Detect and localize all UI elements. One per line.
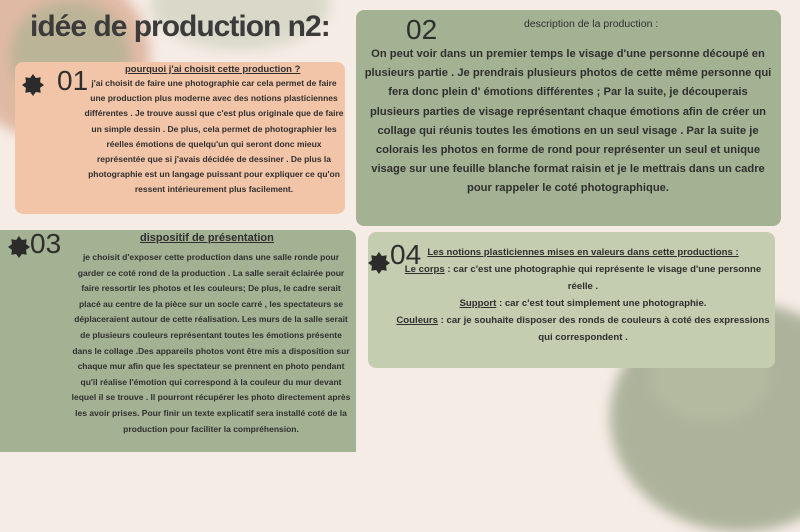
notion-text-couleurs: : car je souhaite disposer des ronds de couleurs à coté des expressions qui correspondent .: [437, 315, 770, 343]
section-heading: Les notions plasticiennes mises en valeurs dans cette productions :: [427, 247, 739, 258]
section-number: 01: [57, 65, 89, 96]
section-text: je choisit d'exposer cette production dans une salle ronde pour garder ce coté rond de la production . La salle serait éclairée pour faire ressortir les photos et les couleurs; De plus, le cadre serait placé au centre de la pièce sur un socle carré , les spectateurs se déplaceraient autour de cette réalisation. Les murs de la salle serait de plusieurs couleurs représentant toutes les émotions présente dans le collage .Des appareils photos vont être mis a disposition sur chaque mur afin que les spectateur se prennent en photo pendant qu'il réalise l'émotion qui correspond à la couleur du mur devant lequel il se trouve . Il pourront récupérer les photo directement après les avoir prises. Pour finir un texte explicatif sera installé coté de la production pour faciliter la compréhension.: [71, 252, 351, 434]
page-title: idée de production n2:: [30, 10, 330, 43]
notion-text-support: : car c'est tout simplement une photographie.: [496, 298, 707, 309]
flower-bullet-icon: [8, 236, 30, 258]
flower-bullet-icon: [22, 74, 44, 96]
section-heading: dispositif de présentation: [140, 232, 274, 244]
section-number: 04: [390, 239, 422, 270]
section-text: [393, 244, 773, 346]
section-text: j'ai choisit de faire une photographie car cela permet de faire une production plus moderne avec des notions plasticiennes différentes . Je trouve aussi que c'est plus originale que de faire un simple dessin . De plus, cela permet de photographier les réelles émotions de quelqu'un qui seront donc mieux représentée que si j'avais décidée de dessiner . De plus la photographie est un langage puissant pour expliquer ce qu'on ressent intérieurement plus facilement.: [84, 78, 344, 195]
section-why: [15, 62, 345, 214]
notion-label-support: Support: [459, 298, 497, 309]
notion-label-corps: Le corps: [404, 264, 445, 275]
section-presentation: [0, 230, 356, 452]
section-text: On peut voir dans un premier temps le visage d'une personne découpé en plusieurs partie . Je prendrais plusieurs photos de cette même personne qui fera donc plein d' émotions différentes ; Par la suite, je découperais plusieurs parties de visage représentant chaque émotions afin de créer un collage qui réunis toutes les émotions en un seul visage . Par la suite je colorais les photos en forme de rond pour représenter un seul et unique visage sur une feuille blanche format raisin et je le mettrais dans un cadre pour rappeler le coté photographique.: [364, 48, 772, 195]
section-notions: [368, 232, 775, 368]
section-subtitle: description de la production :: [524, 18, 659, 30]
section-number: 02: [406, 14, 438, 45]
section-heading: pourquoi j'ai choisit cette production ?: [125, 64, 301, 75]
section-number: 03: [30, 228, 62, 259]
notion-label-couleurs: Couleurs: [396, 315, 438, 326]
flower-bullet-icon: [368, 252, 390, 274]
notion-text-corps: : car c'est une photographie qui représente le visage d'une personne réelle .: [444, 264, 762, 292]
section-description: [356, 10, 781, 226]
